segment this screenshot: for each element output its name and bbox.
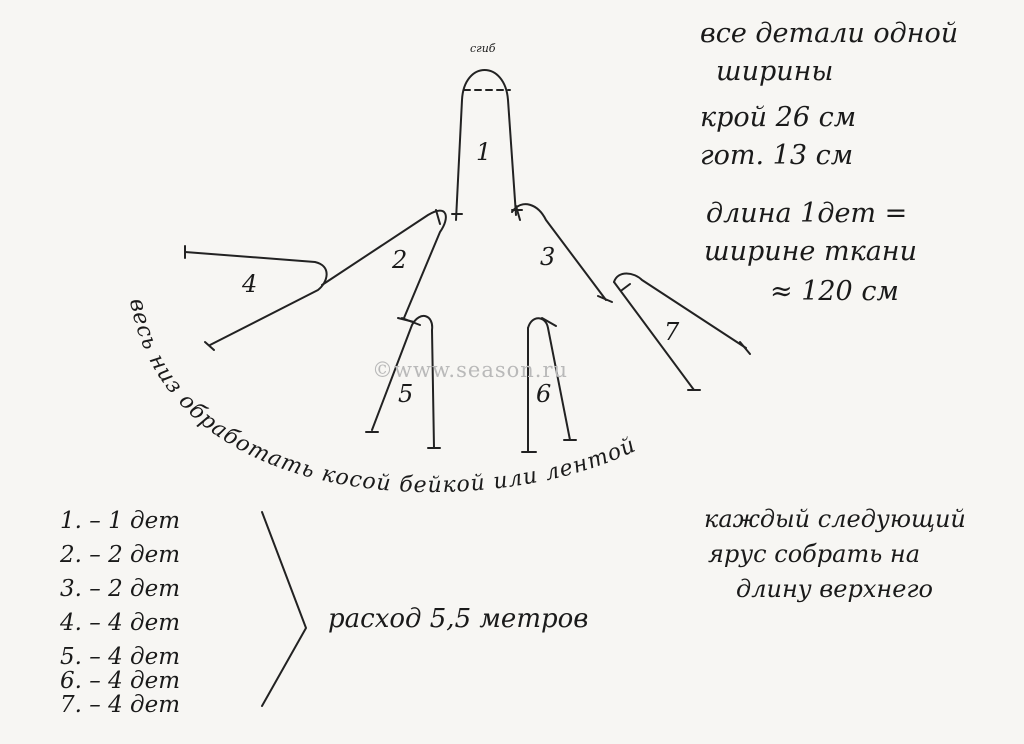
piece-label-6: 6 bbox=[536, 380, 552, 408]
piece-label-2: 2 bbox=[392, 246, 408, 274]
note-line: каждый следующий bbox=[704, 505, 966, 533]
watermark: ©www.season.ru bbox=[372, 358, 569, 382]
legend-brace bbox=[262, 512, 306, 706]
note-line: крой 26 см bbox=[700, 102, 857, 133]
note-line: длину верхнего bbox=[736, 575, 933, 603]
note-line: ≈ 120 см bbox=[770, 276, 899, 307]
piece-7-inner bbox=[614, 282, 694, 390]
piece-label-5: 5 bbox=[398, 380, 414, 408]
fabric-consumption: расход 5,5 метров bbox=[328, 604, 589, 634]
piece-7-outline bbox=[614, 274, 746, 349]
legend-item: 7. – 4 дет bbox=[60, 692, 181, 718]
piece-2-outline bbox=[322, 211, 446, 318]
piece-4-outline bbox=[185, 252, 327, 345]
piece-label-4: 4 bbox=[242, 270, 258, 298]
note-line: гот. 13 см bbox=[700, 140, 854, 171]
piece-4-ends bbox=[185, 246, 214, 350]
fold-label: сгиб bbox=[470, 42, 496, 55]
piece-label-1: 1 bbox=[476, 138, 492, 166]
legend-item: 6. – 4 дет bbox=[60, 668, 181, 694]
note-line: ярус собрать на bbox=[708, 540, 921, 568]
legend-item: 3. – 2 дет bbox=[60, 576, 181, 602]
legend-item: 2. – 2 дет bbox=[60, 542, 181, 568]
note-line: все детали одной bbox=[700, 18, 959, 49]
piece-label-3: 3 bbox=[540, 243, 556, 271]
instruction-arc-text: весь низ обработать косой бейкой или лентой bbox=[124, 296, 641, 499]
note-line: ширине ткани bbox=[704, 236, 917, 267]
note-line: длина 1дет = bbox=[706, 198, 908, 229]
legend-item: 4. – 4 дет bbox=[60, 610, 181, 636]
legend-item: 5. – 4 дет bbox=[60, 644, 181, 670]
note-line: ширины bbox=[716, 56, 834, 87]
piece-label-7: 7 bbox=[664, 318, 680, 346]
legend-item: 1. – 1 дет bbox=[60, 508, 181, 534]
piece-3-outline bbox=[512, 204, 606, 300]
